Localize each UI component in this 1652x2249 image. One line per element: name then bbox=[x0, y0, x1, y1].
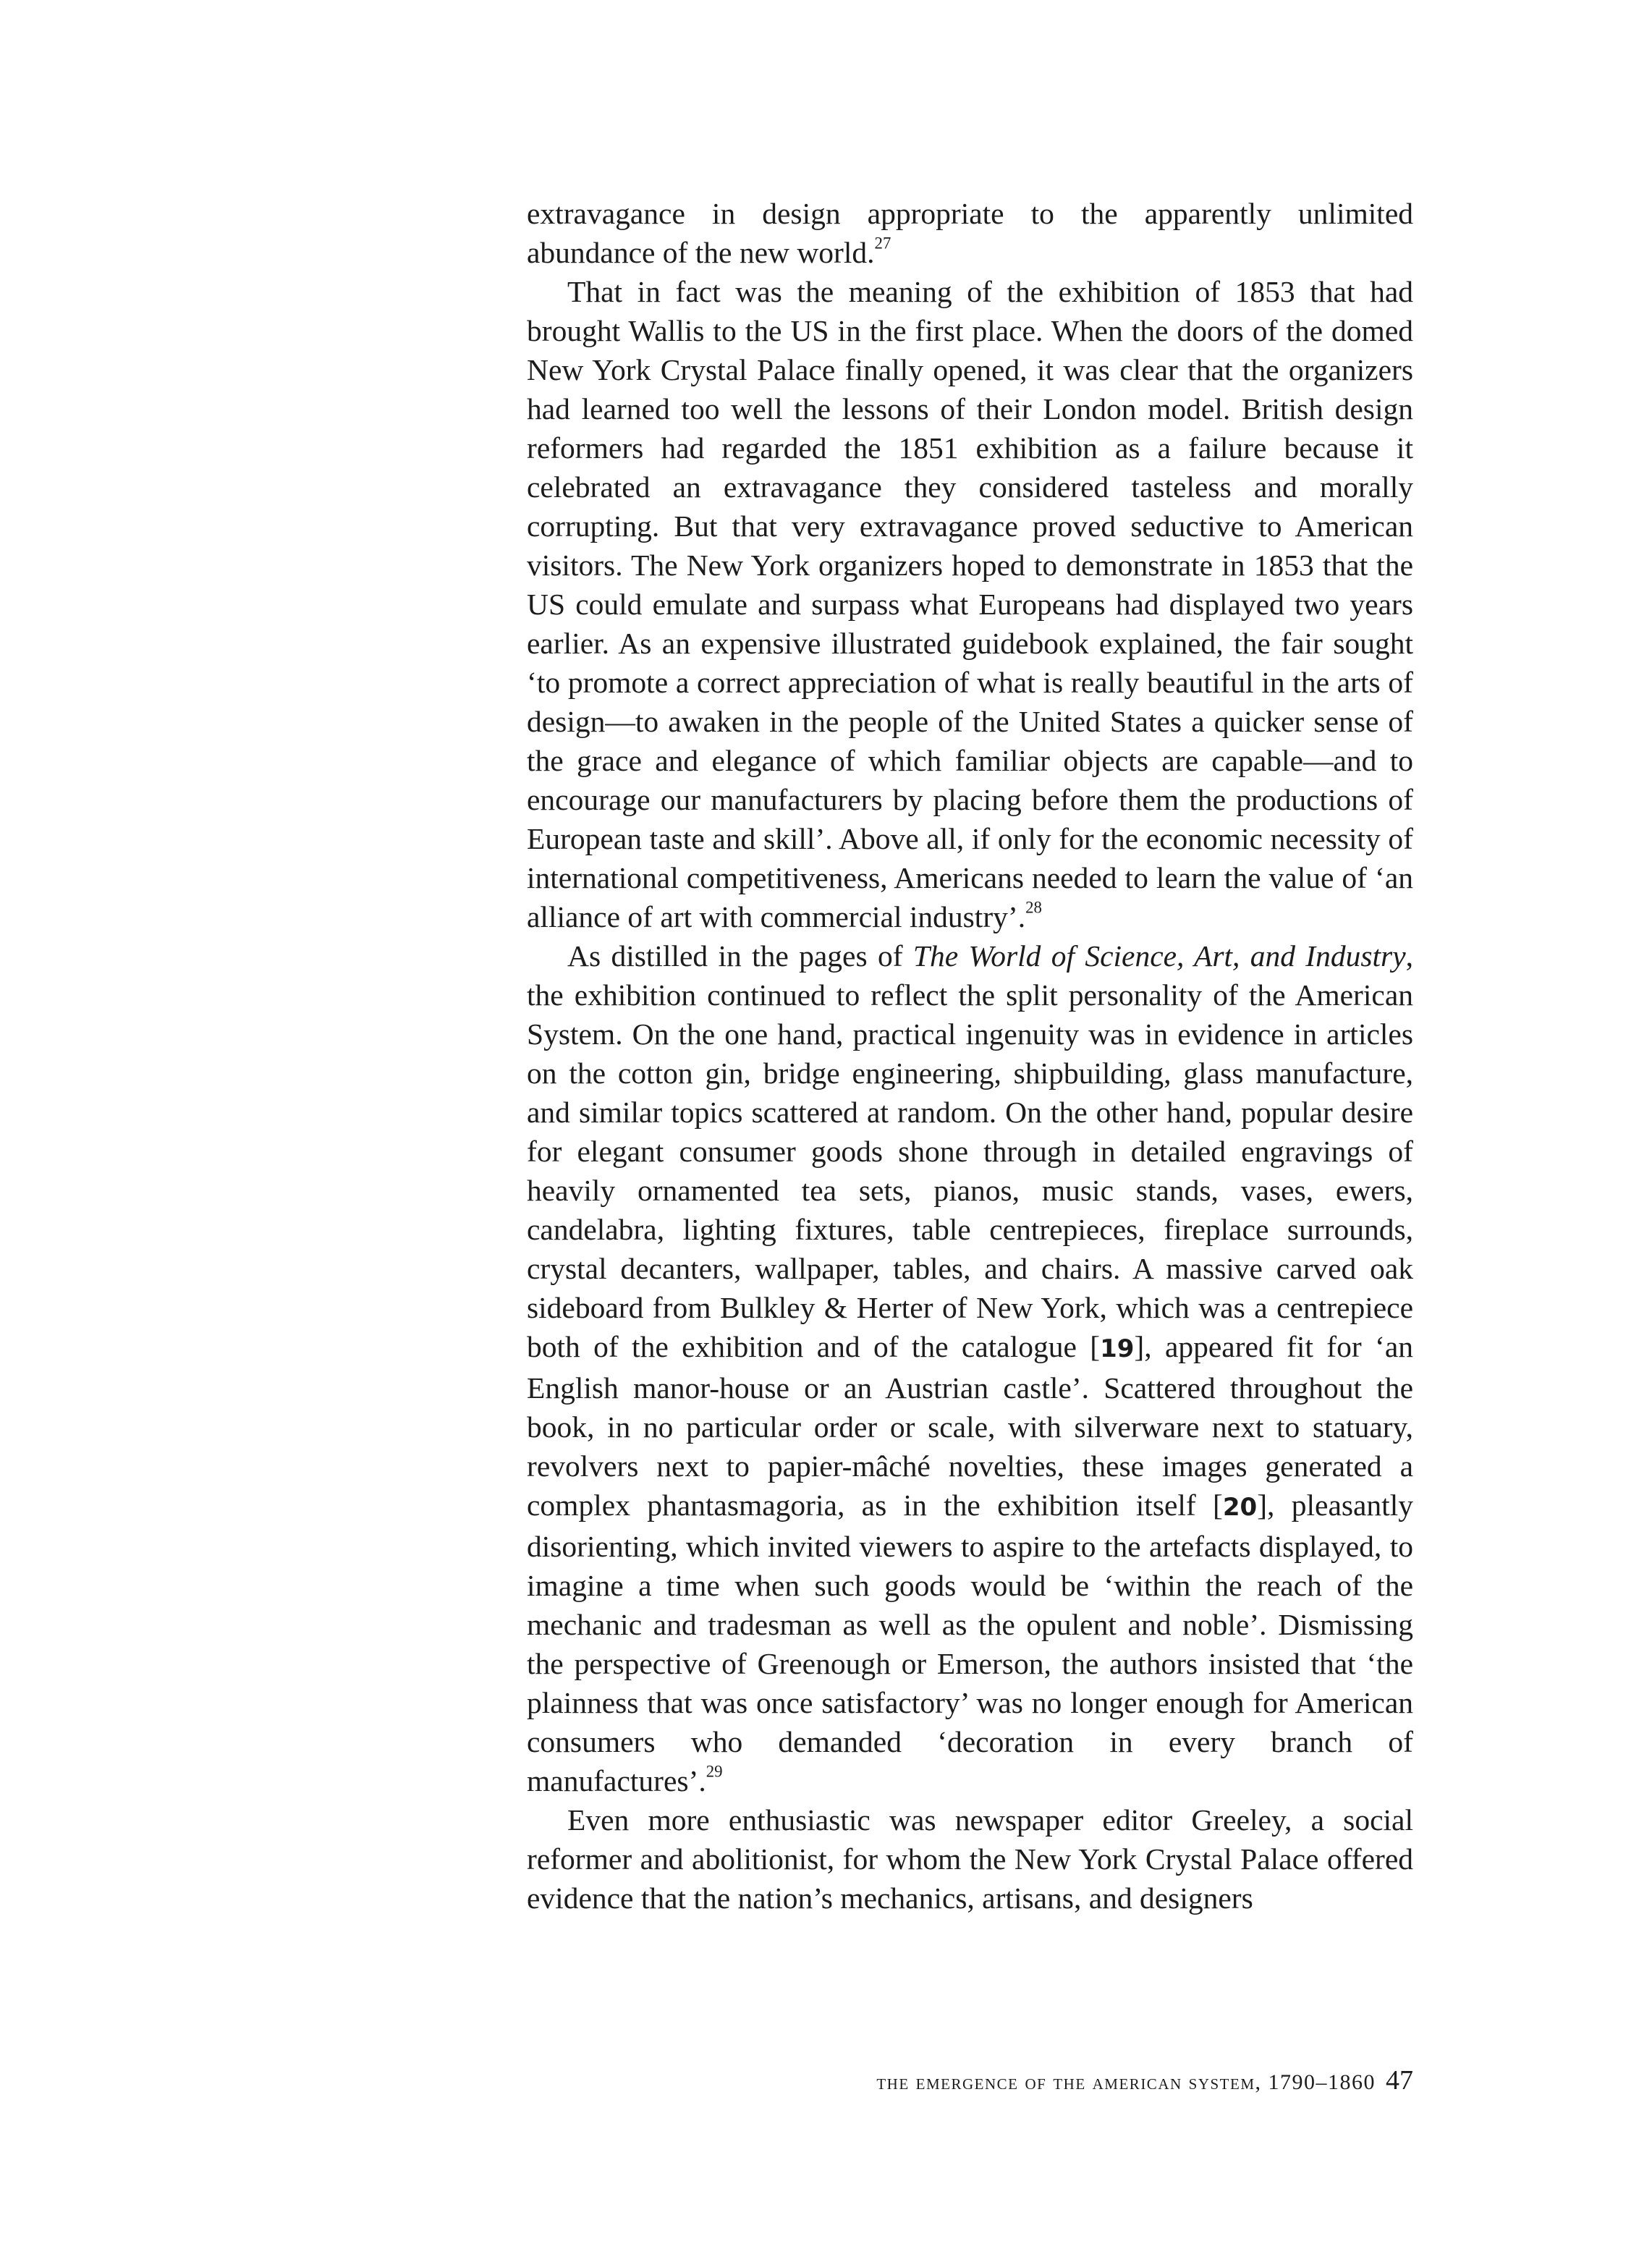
figure-ref-20: 20 bbox=[1222, 1493, 1258, 1522]
page-number: 47 bbox=[1386, 2065, 1413, 2096]
body-text bbox=[527, 194, 1413, 1918]
running-title: the emergence of the american system, 1790–1860 bbox=[876, 2070, 1376, 2094]
paragraph-3 bbox=[527, 936, 1413, 1800]
running-footer bbox=[527, 2066, 1413, 2097]
paragraph-3-text-c: ], pleasantly disorienting, which invited viewers to aspire to the artefacts displayed, to imagine a time when such goods would be ‘within the reach of the mechanic and tradesman as well as the opulent and noble’. Dismissing the perspective of Greenough or Emerson, the authors insisted that ‘the plainness that was once satisfactory’ was no longer enough for American consumers who demanded ‘decoration in every branch of manufactures’. bbox=[527, 1488, 1413, 1797]
paragraph-2 bbox=[527, 272, 1413, 936]
paragraph-4-text: Even more enthusiastic was newspaper editor Greeley, a social reformer and abolitionist, for whom the New York Crystal Palace offered evidence that the nation’s mechanics, artisans, and designers bbox=[527, 1803, 1413, 1915]
endnote-ref-27: 27 bbox=[874, 234, 891, 253]
figure-ref-19: 19 bbox=[1100, 1334, 1135, 1363]
endnote-ref-28: 28 bbox=[1025, 898, 1042, 917]
paragraph-1 bbox=[527, 194, 1413, 272]
endnote-ref-29: 29 bbox=[706, 1762, 723, 1781]
book-title: The World of Science, Art, and Industry bbox=[912, 939, 1406, 973]
paragraph-3-text-b: ], appeared fit for ‘an English manor-house or an Austrian castle’. Scattered throughout the book, in no particular order or scale, with silverware next to statuary, revolvers next to papier-mâché novelties, these images generated a complex phantasmagoria, as in the exhibition itself [ bbox=[527, 1330, 1413, 1522]
paragraph-4 bbox=[527, 1800, 1413, 1918]
paragraph-1-text: extravagance in design appropriate to the apparently unlimited abundance of the new world. bbox=[527, 197, 1413, 269]
paragraph-3-text-a: , the exhibition continued to reflect the split personality of the American System. On the one hand, practical ingenuity was in evidence in articles on the cotton gin, bridge engineering, shipbuilding, glass manufacture, and similar topics scattered at random. On the other hand, popular desire for elegant consumer goods shone through in detailed engravings of heavily ornamented tea sets, pianos, music stands, vases, ewers, candelabra, lighting fixtures, table centrepieces, fireplace surrounds, crystal decanters, wallpaper, tables, and chairs. A massive carved oak sideboard from Bulkley & Herter of New York, which was a centrepiece both of the exhibition and of the catalogue [ bbox=[527, 939, 1413, 1363]
paragraph-2-text: That in fact was the meaning of the exhibition of 1853 that had brought Wallis to the US in the first place. When the doors of the domed New York Crystal Palace finally opened, it was clear that the organizers had learned too well the lessons of their London model. British design reformers had regarded the 1851 exhibition as a failure because it celebrated an extravagance they considered tasteless and morally corrupting. But that very extravagance proved seductive to American visitors. The New York organizers hoped to demonstrate in 1853 that the US could emulate and surpass what Europeans had displayed two years earlier. As an expensive illustrated guidebook explained, the fair sought ‘to promote a correct appreciation of what is really beautiful in the arts of design—to awaken in the people of the United States a quicker sense of the grace and elegance of which familiar objects are capable—and to encourage our manufacturers by placing before them the productions of European taste and skill’. Above all, if only for the economic necessity of international competitiveness, Americans needed to learn the value of ‘an alliance of art with commercial industry’. bbox=[527, 275, 1413, 933]
paragraph-3-lead: As distilled in the pages of bbox=[567, 939, 913, 973]
